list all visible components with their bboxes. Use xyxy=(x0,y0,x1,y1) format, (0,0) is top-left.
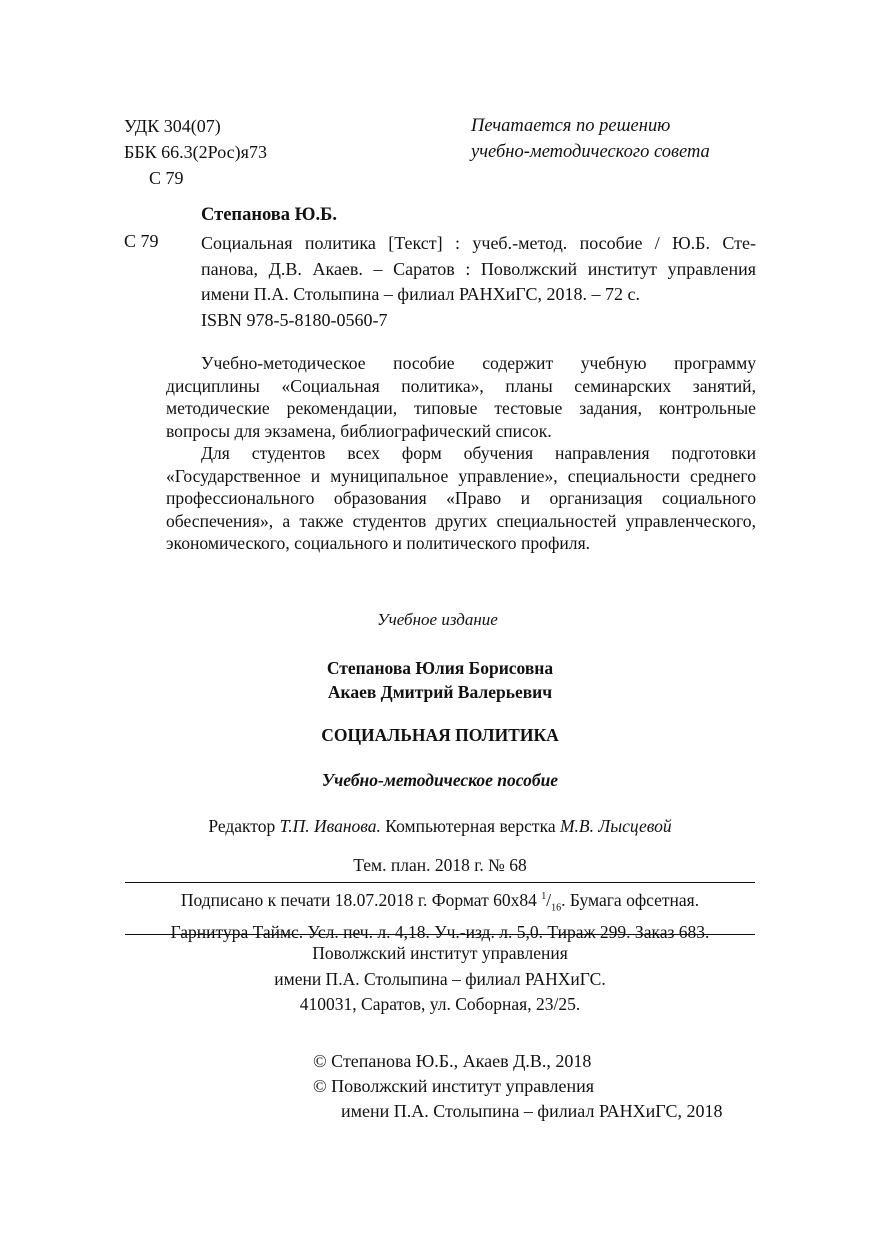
fraction-denominator: 16 xyxy=(551,902,562,914)
layout-name: М.В. Лысцевой xyxy=(559,816,672,836)
bibliographic-cutter: С 79 xyxy=(124,231,159,251)
editor-name: Т.П. Иванова. xyxy=(279,816,381,836)
print-info-line-2: Гарнитура Таймс. Усл. печ. л. 4,18. Уч.-изд. л. 5,0. Тираж 299. Заказ 683. xyxy=(170,922,710,943)
publisher-line: имени П.А. Столыпина – филиал РАНХиГС. xyxy=(274,968,606,989)
copyright-line: © Поволжский институт управления xyxy=(313,1076,595,1096)
udk-code: УДК 304(07) xyxy=(124,116,221,136)
cutter-code: С 79 xyxy=(149,168,184,188)
copyright-block xyxy=(313,1049,722,1124)
layout-label: Компьютерная верстка xyxy=(380,816,560,836)
biblio-line: Социальная политика [Текст] : учеб.-метод. пособие / Ю.Б. Сте- xyxy=(201,233,756,253)
print-info-line-1 xyxy=(0,884,875,920)
publishing-decision xyxy=(471,113,710,165)
author-name: Степанова Юлия Борисовна xyxy=(326,658,554,678)
editor-label: Редактор xyxy=(208,816,280,836)
editors-line xyxy=(0,816,875,837)
thematic-plan: Тем. план. 2018 г. № 68 xyxy=(353,855,527,875)
classification-block xyxy=(124,113,267,191)
publisher-info xyxy=(0,941,875,1018)
print-format-text: Подписано к печати 18.07.2018 г. Формат 60x84 xyxy=(180,889,542,910)
annotation-paragraph: Учебно-методическое пособие содержит учебную программу дисциплины «Социальная политика», планы семинарских занятий, методические рекомендации, типовые тестовые задания, контрольные вопросы для экзамена, библиографический список. xyxy=(166,353,756,441)
publisher-line: Поволжский институт управления xyxy=(312,943,568,963)
edition-type: Учебное издание xyxy=(377,610,498,629)
bibliographic-author: Степанова Ю.Б. xyxy=(201,205,337,225)
bbk-code: ББК 66.3(2Рос)я73 xyxy=(124,142,267,162)
copyright-line: имени П.А. Столыпина – филиал РАНХиГС, 2018 xyxy=(341,1101,723,1121)
paper-type: . Бумага офсетная. xyxy=(561,889,700,910)
biblio-line: имени П.А. Столыпина – филиал РАНХиГС, 2018. – 72 с. xyxy=(201,284,640,304)
divider-bottom xyxy=(125,934,755,935)
decision-line-2: учебно-методического совета xyxy=(471,142,710,162)
annotation xyxy=(166,352,756,555)
publisher-address: 410031, Саратов, ул. Соборная, 23/25. xyxy=(299,994,581,1014)
copyright-line: © Степанова Ю.Б., Акаев Д.В., 2018 xyxy=(313,1051,592,1071)
biblio-line: панова, Д.В. Акаев. – Саратов : Поволжский институт управления xyxy=(201,258,756,279)
book-subtitle: Учебно-методическое пособие xyxy=(321,770,559,790)
print-info xyxy=(0,884,875,945)
book-title: СОЦИАЛЬНАЯ ПОЛИТИКА xyxy=(321,725,559,745)
authors-full xyxy=(0,656,875,704)
bibliographic-description xyxy=(201,231,756,333)
annotation-paragraph: Для студентов всех форм обучения направления подготовки «Государственное и муниципальное управление», специальности среднего профессионального образования «Право и организация социального обеспечения», а также студентов других специальностей управленческого, экономического, социального и политического профиля. xyxy=(166,443,756,553)
author-name: Акаев Дмитрий Валерьевич xyxy=(327,682,553,702)
decision-line-1: Печатается по решению xyxy=(471,116,671,136)
fraction-numerator: 1 xyxy=(541,891,547,902)
divider-top xyxy=(125,882,755,883)
fraction-slash: / xyxy=(546,889,552,910)
isbn: ISBN 978-5-8180-0560-7 xyxy=(201,309,388,330)
